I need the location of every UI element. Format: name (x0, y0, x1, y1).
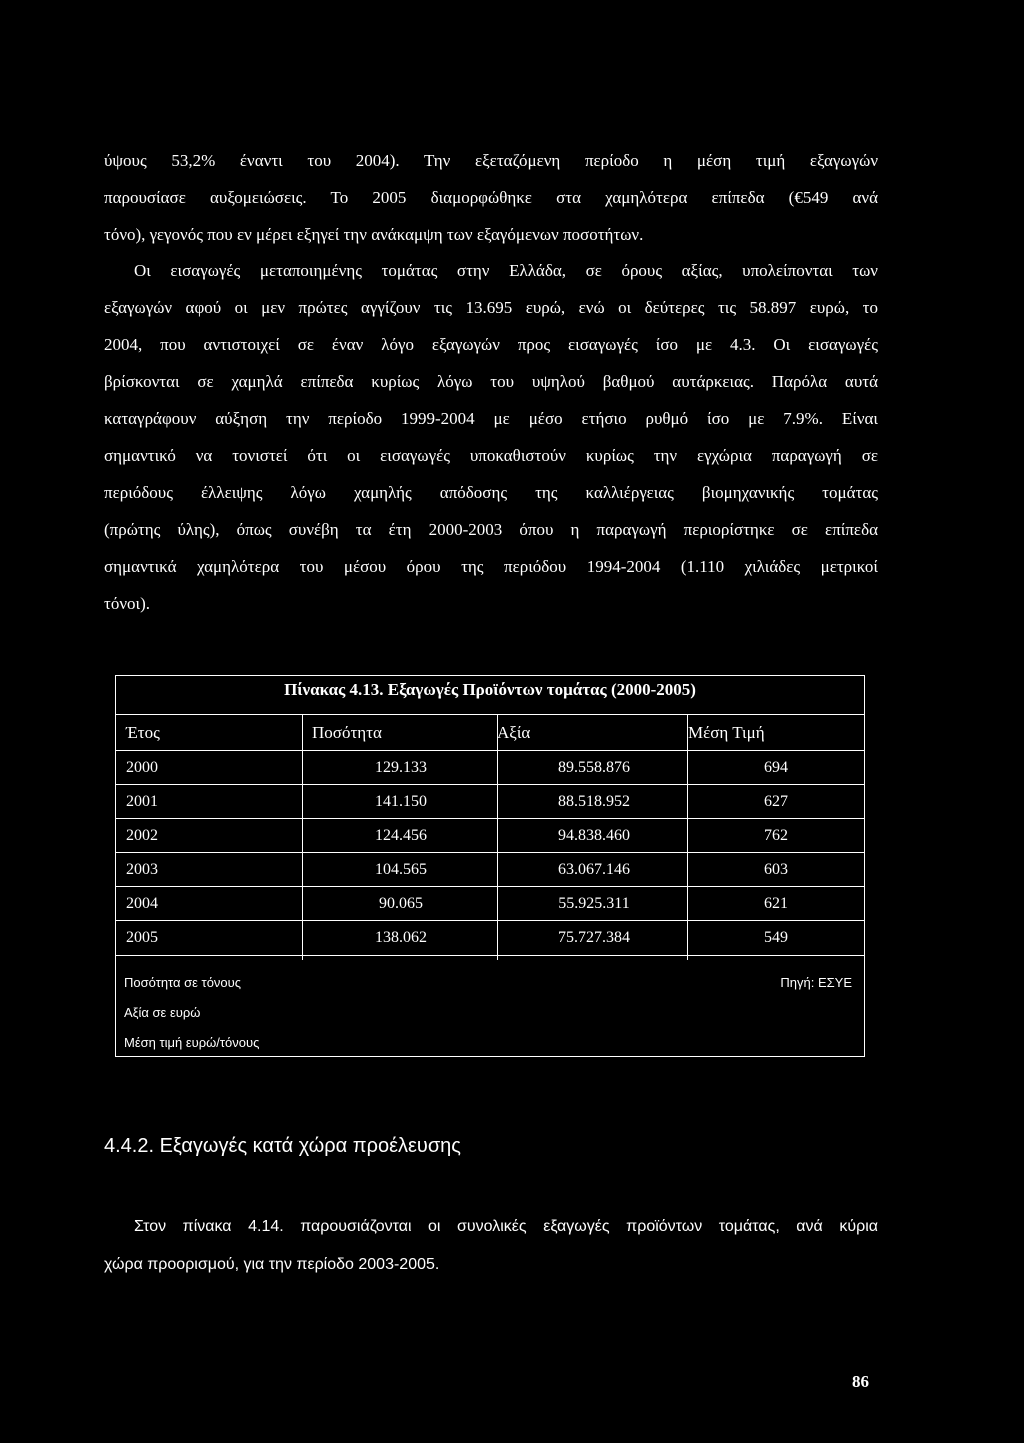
cell-value: 94.838.460 (558, 827, 630, 844)
cell-year: 2001 (126, 793, 158, 810)
table-row (116, 818, 864, 853)
text-line: τόνοι). (104, 594, 151, 613)
text-line: 2004, που αντιστοιχεί σε έναν λόγο εξαγωγών προς εισαγωγές ίσο με 4.3. Οι εισαγωγές (104, 335, 878, 354)
cell-value: 89.558.876 (558, 759, 630, 776)
paragraph-2 (104, 252, 878, 622)
text-line: Οι εισαγωγές μεταποιημένης τομάτας στην Ελλάδα, σε όρους αξίας, υπολείπονται των (134, 261, 878, 280)
column-divider (497, 714, 498, 960)
text-line: σημαντικό να τονιστεί ότι οι εισαγωγές υποκαθιστούν κυρίως την εγχώρια παραγωγή σε (104, 446, 878, 465)
cell-value: 75.727.384 (558, 929, 630, 946)
cell-year: 2003 (126, 861, 158, 878)
paragraph-3 (104, 1208, 878, 1284)
cell-value: 88.518.952 (558, 793, 630, 810)
text-line: ύψους 53,2% έναντι του 2004). Την εξεταζόμενη περίοδο η μέση τιμή εξαγωγών (104, 151, 878, 170)
text-line: εξαγωγών αφού οι μεν πρώτες αγγίζουν τις 13.695 ευρώ, ενώ οι δεύτερες τις 58.897 ευρώ, το (104, 298, 878, 317)
cell-avg-price: 603 (764, 861, 788, 878)
note-quantity-unit: Ποσότητα σε τόνους (124, 975, 242, 990)
table-source: Πηγή: ΕΣΥΕ (780, 975, 852, 990)
table-row (116, 920, 864, 956)
column-divider (302, 714, 303, 960)
cell-avg-price: 627 (764, 793, 788, 810)
cell-avg-price: 762 (764, 827, 788, 844)
table-row (116, 886, 864, 921)
cell-avg-price: 621 (764, 895, 788, 912)
cell-year: 2000 (126, 759, 158, 776)
cell-quantity: 104.565 (375, 861, 427, 878)
text-line: βρίσκονται σε χαμηλά επίπεδα κυρίως λόγω του υψηλού βαθμού αυτάρκειας. Παρόλα αυτά (104, 372, 878, 391)
cell-avg-price: 694 (764, 759, 788, 776)
cell-year: 2004 (126, 895, 158, 912)
exports-table (115, 675, 865, 1057)
text-line: (πρώτης ύλης), όπως συνέβη τα έτη 2000-2003 όπου η παραγωγή περιορίστηκε σε επίπεδα (104, 520, 878, 539)
table-caption: Πίνακας 4.13. Εξαγωγές Προϊόντων τομάτας (2000-2005) (284, 680, 696, 699)
table-row (116, 784, 864, 819)
text-line: τόνο), γεγονός που εν μέρει εξηγεί την ανάκαμψη των εξαγόμενων ποσοτήτων. (104, 225, 644, 244)
text-line: σημαντικά χαμηλότερα του μέσου όρου της περιόδου 1994-2004 (1.110 χιλιάδες μετρικοί (104, 557, 878, 576)
header-avg-price: Μέση Τιμή (688, 723, 765, 742)
column-divider (687, 714, 688, 960)
table-header-row (116, 714, 864, 751)
note-price-unit: Μέση τιμή ευρώ/τόνους (124, 1035, 260, 1050)
header-year: Έτος (126, 723, 160, 742)
text-line: καταγράφουν αύξηση την περίοδο 1999-2004 με μέσο ετήσιο ρυθμό ίσο με 7.9%. Είναι (104, 409, 878, 428)
table-row (116, 750, 864, 785)
page-number: 86 (852, 1372, 869, 1391)
cell-year: 2002 (126, 827, 158, 844)
text-line: περιόδους έλλειψης λόγω χαμηλής απόδοσης της καλλιέργειας βιομηχανικής τομάτας (104, 483, 878, 502)
text-line: Στον πίνακα 4.14. παρουσιάζονται οι συνολικές εξαγωγές προϊόντων τομάτας, ανά κύρια (134, 1218, 878, 1235)
text-line: χώρα προορισμού, για την περίοδο 2003-2005. (104, 1256, 440, 1273)
cell-value: 55.925.311 (558, 895, 630, 912)
paragraph-1 (104, 142, 878, 253)
table-row (116, 852, 864, 887)
text-line: παρουσίασε αυξομειώσεις. Το 2005 διαμορφώθηκε στα χαμηλότερα επίπεδα (€549 ανά (104, 188, 878, 207)
table-notes (124, 968, 259, 1058)
cell-value: 63.067.146 (558, 861, 630, 878)
cell-quantity: 138.062 (375, 929, 427, 946)
cell-quantity: 141.150 (375, 793, 427, 810)
cell-avg-price: 549 (764, 929, 788, 946)
section-heading: 4.4.2. Εξαγωγές κατά χώρα προέλευσης (104, 1135, 461, 1157)
cell-quantity: 124.456 (375, 827, 427, 844)
header-quantity: Ποσότητα (312, 723, 382, 742)
cell-year: 2005 (126, 929, 158, 946)
note-value-unit: Αξία σε ευρώ (124, 1005, 201, 1020)
cell-quantity: 129.133 (375, 759, 427, 776)
header-value: Αξία (497, 723, 531, 742)
cell-quantity: 90.065 (379, 895, 423, 912)
